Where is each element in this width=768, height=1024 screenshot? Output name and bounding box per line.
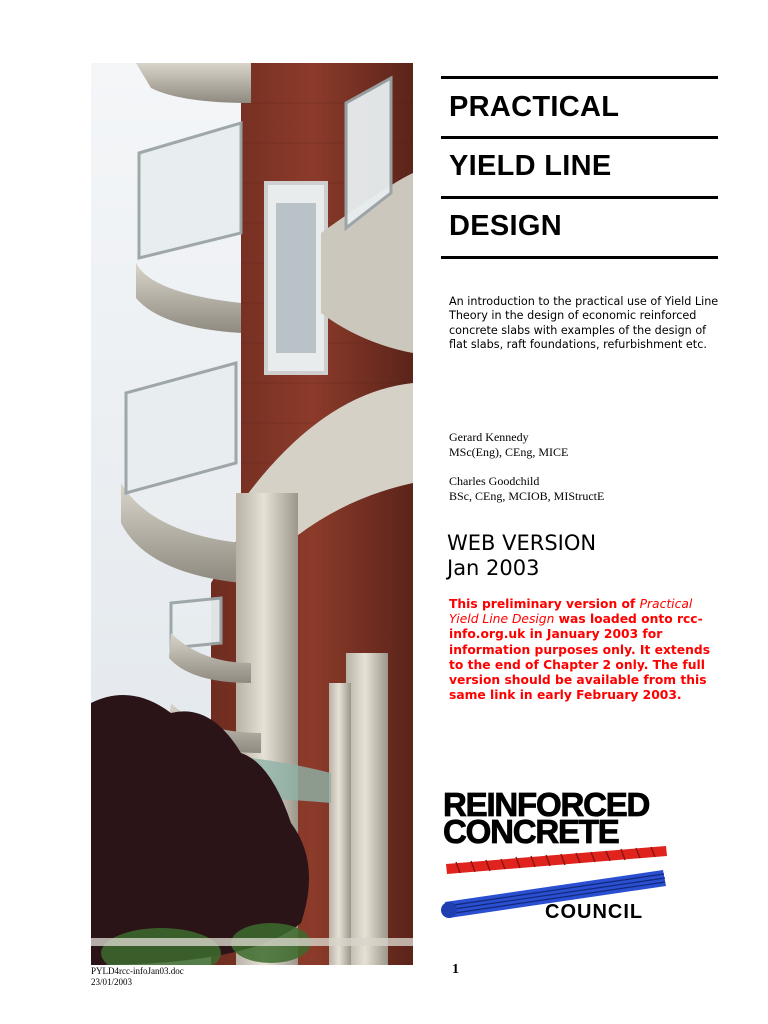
author-credentials: BSc, CEng, MCIOB, MIStructE bbox=[449, 489, 605, 503]
notice-title-italic: Practical Yield Line Design bbox=[449, 597, 693, 627]
reinforced-concrete-council-logo bbox=[441, 786, 673, 922]
document-footer bbox=[91, 966, 184, 988]
title-rule-3 bbox=[441, 196, 718, 199]
title-line-3: DESIGN bbox=[449, 210, 562, 242]
title-rule-4 bbox=[441, 256, 718, 259]
author-name: Gerard Kennedy bbox=[449, 430, 529, 444]
author-name: Charles Goodchild bbox=[449, 474, 540, 488]
title-line-2: YIELD LINE bbox=[449, 150, 612, 182]
footer-filename: PYLD4rcc-infoJan03.doc bbox=[91, 966, 184, 976]
author-1 bbox=[449, 430, 568, 460]
author-credentials: MSc(Eng), CEng, MICE bbox=[449, 445, 569, 459]
edition-label bbox=[447, 531, 596, 581]
notice-part-1: This preliminary version of bbox=[449, 597, 640, 611]
title-rule-2 bbox=[441, 136, 718, 139]
title-line-1: PRACTICAL bbox=[449, 91, 620, 123]
preliminary-notice bbox=[449, 597, 719, 703]
logo-line-2: CONCRETE bbox=[443, 813, 619, 850]
red-rebar-icon bbox=[446, 846, 667, 874]
author-2 bbox=[449, 474, 604, 504]
edition-line-1: WEB VERSION bbox=[447, 531, 597, 555]
logo-line-3: COUNCIL bbox=[545, 901, 644, 923]
page-number: 1 bbox=[452, 962, 459, 977]
footer-date: 23/01/2003 bbox=[91, 977, 133, 987]
edition-line-2: Jan 2003 bbox=[447, 556, 540, 580]
logo-line-1: REINFORCED bbox=[443, 786, 650, 823]
title-rule-1 bbox=[441, 76, 718, 79]
cover-photo bbox=[91, 63, 413, 965]
intro-text: An introduction to the practical use of Yield Line Theory in the design of economic reinforced concrete slabs with examples of the design of flat slabs, raft foundations, refurbishment etc. bbox=[449, 295, 719, 351]
notice-part-2: was loaded onto rcc-info.org.uk in January 2003 for information purposes only. It extends to the end of Chapter 2 only. The full version should be available from this same link in early February 2003. bbox=[449, 612, 711, 703]
